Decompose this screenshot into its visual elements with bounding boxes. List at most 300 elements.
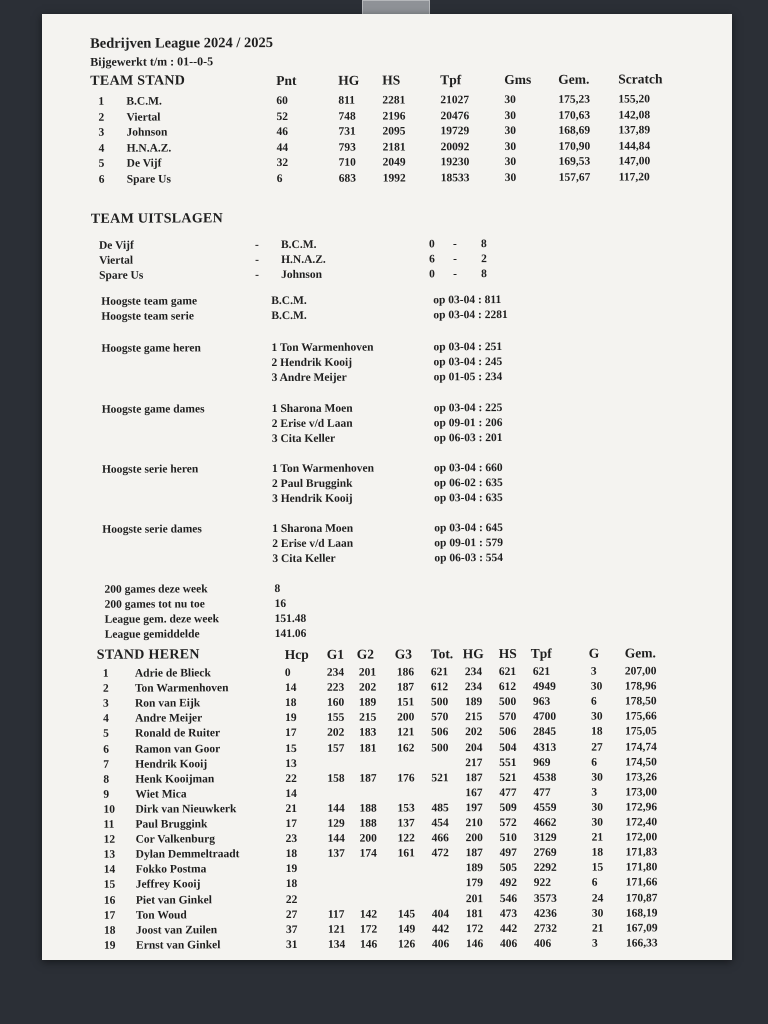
record-value: op 03-04 : 251 <box>433 341 503 354</box>
stand-heren-heading: STAND HEREN <box>96 647 200 663</box>
heren-cell: 6 <box>591 877 598 890</box>
heren-cell: 8 <box>103 773 110 786</box>
heren-cell: 454 <box>431 817 449 830</box>
result-cell: 2 <box>481 253 487 266</box>
heren-cell: 179 <box>465 877 484 890</box>
heren-cell: 153 <box>397 802 415 815</box>
heren-cell: 187 <box>465 771 483 784</box>
heren-cell: 521 <box>431 771 449 785</box>
heren-cell: 504 <box>499 741 517 754</box>
heren-cell: 174 <box>359 847 377 860</box>
heren-cell: 178,96 <box>624 680 657 693</box>
record-label: Hoogste serie heren <box>101 463 199 476</box>
heren-cell: 477 <box>533 786 551 799</box>
heren-cell: 168,19 <box>625 906 658 920</box>
team-stand-cell: 142,08 <box>618 108 651 122</box>
heren-cell: 2 <box>102 682 109 695</box>
team-stand-cell: 20092 <box>440 140 470 154</box>
heren-cell: 466 <box>431 832 449 845</box>
stat-label: 200 games tot nu toe <box>104 598 205 611</box>
heren-cell: 146 <box>360 938 378 951</box>
heren-cell: 2845 <box>533 726 557 739</box>
heren-col-3: G3 <box>394 646 413 662</box>
record-holder: B.C.M. <box>271 294 307 308</box>
team-stand-cell: 18533 <box>440 172 470 185</box>
stat-label: League gemiddelde <box>104 628 200 641</box>
result-cell: B.C.M. <box>280 238 317 251</box>
heren-cell: 4700 <box>533 711 557 724</box>
team-name: Spare Us <box>126 173 171 186</box>
heren-cell: 442 <box>499 922 518 935</box>
result-cell: - <box>453 268 457 281</box>
heren-col-4: Tot. <box>430 646 454 662</box>
team-stand-cell: 19230 <box>440 156 470 169</box>
team-stand-cell: 157,67 <box>558 171 591 184</box>
heren-cell: 201 <box>358 666 377 679</box>
player-name: Fokko Postma <box>135 863 207 876</box>
heren-cell: 2292 <box>533 862 557 875</box>
heren-cell: 21 <box>285 802 297 815</box>
heren-cell: 162 <box>397 741 415 754</box>
team-stand-cell: 30 <box>504 156 517 169</box>
team-name: Johnson <box>126 126 168 139</box>
heren-cell: 404 <box>431 907 450 920</box>
heren-cell: 188 <box>359 817 377 830</box>
heren-cell: 30 <box>591 801 603 814</box>
record-value: op 03-04 : 635 <box>434 492 503 505</box>
heren-cell: 200 <box>397 711 415 724</box>
heren-cell: 189 <box>465 862 483 875</box>
heren-cell: 19 <box>285 712 297 725</box>
player-name: Hendrik Kooij <box>135 757 208 771</box>
player-name: Henk Kooijman <box>135 772 215 786</box>
heren-cell: 473 <box>499 907 518 920</box>
heren-cell: 500 <box>431 741 449 754</box>
record-holder: 2 Paul Bruggink <box>272 477 353 491</box>
heren-cell: 570 <box>431 711 449 724</box>
heren-cell: 189 <box>464 696 483 709</box>
heren-cell: 15 <box>103 879 116 892</box>
stat-label: League gem. deze week <box>104 613 219 626</box>
heren-cell: 10 <box>103 803 115 816</box>
team-stand-cell: 30 <box>504 171 517 185</box>
team-stand-cell: 30 <box>504 125 517 138</box>
record-value: op 03-04 : 225 <box>433 402 503 415</box>
record-label: Hoogste serie dames <box>102 523 202 536</box>
heren-cell: 0 <box>284 666 291 679</box>
team-uitslagen-heading: TEAM UITSLAGEN <box>90 211 224 227</box>
heren-cell: 15 <box>591 861 604 874</box>
heren-cell: 572 <box>499 816 517 830</box>
player-name: Ton Warmenhoven <box>134 682 229 695</box>
team-stand-cell: 170,63 <box>558 109 591 122</box>
result-cell: 8 <box>481 268 487 281</box>
stat-label: 200 games deze week <box>104 583 208 596</box>
heren-cell: 201 <box>465 892 484 905</box>
team-stand-cell: 170,90 <box>558 140 591 153</box>
heren-cell: 621 <box>430 666 449 679</box>
heren-cell: 406 <box>432 938 450 951</box>
result-cell: - <box>452 238 457 251</box>
heren-cell: 505 <box>499 862 517 875</box>
player-name: Adrie de Blieck <box>134 667 211 680</box>
result-cell: - <box>255 254 259 267</box>
heren-cell: 30 <box>591 907 604 920</box>
result-cell: - <box>255 269 259 282</box>
heren-cell: 3129 <box>533 831 557 844</box>
record-value: op 09-01 : 579 <box>434 537 504 550</box>
team-stand-heading: TEAM STAND <box>90 73 186 89</box>
heren-cell: 137 <box>397 817 415 830</box>
heren-cell: 142 <box>359 908 378 921</box>
heren-cell: 570 <box>499 711 517 724</box>
heren-cell: 210 <box>465 817 483 830</box>
heren-cell: 121 <box>397 726 415 739</box>
team-stand-cell: 793 <box>338 141 356 154</box>
player-name: Ramon van Goor <box>135 742 221 756</box>
heren-cell: 13 <box>103 848 116 861</box>
team-stand-cell: 44 <box>276 141 289 154</box>
heren-cell: 4 <box>103 713 109 726</box>
heren-cell: 30 <box>591 771 603 784</box>
team-stand-cell: 731 <box>338 125 356 138</box>
heren-cell: 155 <box>327 712 345 725</box>
heren-cell: 17 <box>285 817 298 830</box>
heren-cell: 171,83 <box>625 846 658 859</box>
heren-cell: 117 <box>327 908 345 921</box>
heren-cell: 500 <box>498 696 517 709</box>
result-cell: H.N.A.Z. <box>281 253 326 267</box>
heren-cell: 217 <box>465 756 483 769</box>
heren-cell: 151 <box>396 696 415 709</box>
heren-cell: 406 <box>534 937 552 950</box>
team-stand-col-2: HS <box>382 72 401 88</box>
heren-cell: 204 <box>465 741 483 754</box>
result-cell: Spare Us <box>99 269 144 283</box>
result-cell: - <box>453 253 457 266</box>
heren-cell: 172 <box>465 922 484 935</box>
record-holder: B.C.M. <box>271 309 307 323</box>
heren-col-0: Hcp <box>284 646 309 662</box>
player-name: Wiet Mica <box>135 788 187 801</box>
heren-cell: 1 <box>102 667 109 680</box>
heren-col-5: HG <box>462 646 484 662</box>
heren-cell: 2732 <box>533 922 558 935</box>
heren-cell: 188 <box>359 802 377 815</box>
record-holder: 3 Andre Meijer <box>271 371 347 385</box>
heren-cell: 173,26 <box>625 771 657 784</box>
team-stand-cell: 168,69 <box>558 124 591 137</box>
heren-cell: 6 <box>590 695 597 708</box>
record-value: op 03-04 : 645 <box>434 522 503 535</box>
team-stand-col-1: HG <box>338 72 360 88</box>
heren-cell: 922 <box>533 877 552 890</box>
heren-cell: 160 <box>326 696 345 709</box>
record-value: op 01-05 : 234 <box>433 371 503 384</box>
team-name: B.C.M. <box>126 95 162 108</box>
heren-col-7: Tpf <box>530 645 552 661</box>
heren-col-2: G2 <box>356 646 375 662</box>
heren-cell: 181 <box>359 742 377 755</box>
record-holder: 3 Cita Keller <box>271 432 336 446</box>
document-title: Bedrijven League 2024 / 2025 <box>90 35 274 52</box>
heren-cell: 21 <box>591 831 604 844</box>
heren-col-9: Gem. <box>624 645 656 661</box>
heren-cell: 4559 <box>533 801 557 814</box>
player-name: Cor Valkenburg <box>135 833 215 846</box>
heren-cell: 546 <box>499 892 518 905</box>
heren-cell: 477 <box>499 786 517 799</box>
team-stand-cell: 1992 <box>382 172 406 185</box>
player-name: Dylan Demmeltraadt <box>135 848 240 861</box>
player-name: Piet van Ginkel <box>135 893 212 907</box>
heren-cell: 167,09 <box>625 922 658 935</box>
heren-cell: 510 <box>499 832 517 845</box>
heren-cell: 14 <box>284 682 297 695</box>
heren-cell: 17 <box>285 727 297 740</box>
result-cell: 0 <box>428 238 435 251</box>
heren-cell: 207,00 <box>624 665 657 678</box>
record-value: op 06-03 : 554 <box>434 552 504 565</box>
heren-cell: 19 <box>104 939 116 952</box>
heren-cell: 19 <box>285 863 298 876</box>
heren-cell: 22 <box>285 772 297 785</box>
heren-cell: 172,00 <box>625 831 658 844</box>
heren-cell: 6 <box>591 756 598 769</box>
heren-cell: 30 <box>591 816 604 829</box>
heren-cell: 134 <box>328 938 346 951</box>
record-holder: 3 Hendrik Kooij <box>272 492 353 506</box>
team-stand-cell: 2281 <box>382 94 406 107</box>
heren-cell: 492 <box>499 877 518 890</box>
heren-cell: 181 <box>465 907 484 920</box>
heren-cell: 202 <box>465 726 483 739</box>
heren-col-8: G <box>588 645 600 661</box>
heren-col-1: G1 <box>326 646 345 662</box>
team-name: Viertal <box>126 111 161 124</box>
heren-cell: 506 <box>431 726 449 739</box>
heren-cell: 13 <box>285 757 297 770</box>
team-stand-cell: 32 <box>276 157 289 170</box>
record-holder: 2 Erise v/d Laan <box>272 537 354 551</box>
team-stand-cell: 144,84 <box>618 140 651 153</box>
team-stand-cell: 2 <box>98 111 105 124</box>
heren-cell: 4949 <box>532 680 556 693</box>
heren-cell: 234 <box>464 666 483 679</box>
heren-cell: 175,05 <box>625 725 657 738</box>
heren-cell: 174,50 <box>625 755 657 769</box>
heren-cell: 187 <box>465 847 483 860</box>
heren-cell: 17 <box>103 909 116 922</box>
heren-cell: 197 <box>465 802 483 815</box>
team-stand-cell: 5 <box>98 158 105 171</box>
heren-cell: 18 <box>591 725 603 739</box>
heren-cell: 215 <box>359 711 377 724</box>
record-value: op 03-04 : 811 <box>433 294 502 307</box>
record-value: op 06-02 : 635 <box>434 477 503 490</box>
heren-cell: 126 <box>398 938 416 951</box>
heren-cell: 129 <box>327 817 345 830</box>
heren-cell: 31 <box>286 938 298 951</box>
heren-cell: 15 <box>285 742 297 755</box>
team-stand-col-0: Pnt <box>276 72 297 89</box>
result-cell: Johnson <box>281 269 323 282</box>
result-cell: - <box>254 239 259 252</box>
heren-cell: 4313 <box>533 741 557 754</box>
heren-cell: 215 <box>465 711 483 724</box>
heren-cell: 172 <box>359 923 378 936</box>
player-name: Ron van Eijk <box>134 697 201 710</box>
record-label: Hoogste team serie <box>101 310 194 323</box>
team-stand-cell: 4 <box>98 142 105 155</box>
record-label: Hoogste team game <box>101 295 198 308</box>
team-stand-cell: 2095 <box>382 125 406 138</box>
heren-cell: 178,50 <box>624 695 657 708</box>
team-stand-cell: 137,89 <box>618 124 651 137</box>
result-cell: 6 <box>429 253 435 266</box>
heren-cell: 12 <box>103 833 116 846</box>
result-cell: Viertal <box>99 254 134 267</box>
heren-cell: 612 <box>498 681 517 694</box>
heren-cell: 9 <box>103 788 110 801</box>
heren-cell: 171,66 <box>625 876 658 889</box>
heren-cell: 183 <box>359 726 377 740</box>
heren-cell: 509 <box>499 801 517 814</box>
player-name: Paul Bruggink <box>135 818 208 831</box>
heren-cell: 4662 <box>533 816 557 829</box>
record-holder: 2 Erise v/d Laan <box>271 417 353 431</box>
stat-value: 16 <box>274 597 287 611</box>
heren-cell: 122 <box>397 832 415 845</box>
heren-cell: 37 <box>285 923 298 936</box>
heren-cell: 485 <box>431 802 449 815</box>
heren-cell: 161 <box>397 847 415 860</box>
record-value: op 03-04 : 2281 <box>433 308 508 322</box>
heren-cell: 202 <box>358 681 377 694</box>
record-value: op 03-04 : 660 <box>433 462 503 475</box>
heren-cell: 170,87 <box>625 891 658 904</box>
team-stand-cell: 6 <box>276 172 283 186</box>
heren-cell: 21 <box>591 922 604 935</box>
heren-cell: 3 <box>592 937 598 950</box>
team-stand-cell: 1 <box>98 95 105 108</box>
record-holder: 1 Ton Warmenhoven <box>271 462 375 476</box>
team-stand-col-5: Gem. <box>558 71 590 87</box>
team-stand-cell: 811 <box>338 94 356 107</box>
team-stand-cell: 169,53 <box>558 156 591 169</box>
heren-cell: 157 <box>327 742 345 755</box>
heren-cell: 146 <box>466 937 484 950</box>
record-holder: 1 Sharona Moen <box>271 402 353 416</box>
heren-cell: 472 <box>431 847 449 860</box>
team-stand-cell: 30 <box>504 109 516 122</box>
heren-cell: 18 <box>285 878 298 891</box>
heren-cell: 27 <box>591 741 603 754</box>
team-stand-cell: 46 <box>276 126 289 139</box>
team-stand-cell: 2049 <box>382 156 406 169</box>
heren-cell: 963 <box>532 696 551 709</box>
heren-cell: 506 <box>499 726 517 739</box>
record-holder: 1 Sharona Moen <box>272 522 354 536</box>
heren-cell: 174,74 <box>625 740 657 753</box>
heren-cell: 172,96 <box>625 801 658 814</box>
heren-cell: 166,33 <box>626 937 658 950</box>
team-stand-cell: 30 <box>504 93 516 107</box>
heren-cell: 30 <box>590 680 603 693</box>
record-value: op 03-04 : 245 <box>433 356 503 369</box>
team-stand-cell: 52 <box>276 110 288 123</box>
stat-value: 141.06 <box>274 627 307 641</box>
heren-cell: 173,00 <box>625 786 658 799</box>
heren-cell: 176 <box>397 772 415 785</box>
record-holder: 1 Ton Warmenhoven <box>271 341 374 355</box>
heren-cell: 7 <box>103 758 110 771</box>
team-name: H.N.A.Z. <box>126 142 172 155</box>
team-stand-cell: 683 <box>338 172 356 185</box>
heren-cell: 189 <box>358 696 377 709</box>
heren-cell: 121 <box>327 923 346 936</box>
heren-cell: 18 <box>285 848 298 861</box>
heren-cell: 621 <box>498 665 517 679</box>
update-date: Bijgewerkt t/m : 01--0-5 <box>90 54 214 69</box>
record-holder: 2 Hendrik Kooij <box>271 356 353 370</box>
heren-cell: 14 <box>285 787 297 800</box>
heren-cell: 500 <box>430 696 449 709</box>
heren-cell: 23 <box>285 833 298 846</box>
heren-cell: 3 <box>102 697 109 710</box>
heren-cell: 3 <box>591 786 598 799</box>
heren-cell: 144 <box>327 832 345 845</box>
result-cell: 8 <box>480 238 487 251</box>
record-label: Hoogste game heren <box>101 342 201 355</box>
stat-value: 151.48 <box>274 612 307 626</box>
heren-cell: 172,40 <box>625 816 658 829</box>
team-stand-cell: 20476 <box>440 109 470 122</box>
heren-cell: 521 <box>499 771 517 784</box>
heren-cell: 18 <box>103 924 116 937</box>
team-stand-cell: 30 <box>504 140 517 153</box>
heren-cell: 551 <box>499 756 517 769</box>
heren-cell: 18 <box>591 846 604 859</box>
heren-cell: 612 <box>430 681 449 694</box>
result-cell: De Vijf <box>98 239 134 252</box>
player-name: Andre Meijer <box>135 712 203 725</box>
heren-cell: 145 <box>397 908 416 921</box>
heren-cell: 158 <box>327 772 345 785</box>
result-cell: 0 <box>429 268 435 281</box>
heren-cell: 497 <box>499 847 517 860</box>
heren-cell: 16 <box>103 894 116 907</box>
heren-cell: 200 <box>465 832 483 845</box>
team-stand-col-6: Scratch <box>618 71 663 87</box>
heren-cell: 4236 <box>533 907 557 920</box>
team-name: De Vijf <box>126 157 162 171</box>
heren-cell: 406 <box>500 937 518 950</box>
heren-cell: 14 <box>103 864 116 877</box>
heren-cell: 18 <box>284 697 297 710</box>
heren-cell: 3573 <box>533 892 557 905</box>
team-stand-cell: 175,23 <box>558 93 591 106</box>
team-stand-cell: 117,20 <box>618 171 650 184</box>
player-name: Ton Woud <box>135 908 187 922</box>
team-stand-cell: 155,20 <box>618 93 651 106</box>
heren-cell: 234 <box>464 681 483 694</box>
heren-cell: 27 <box>285 908 298 921</box>
team-stand-col-3: Tpf <box>440 72 462 88</box>
team-stand-cell: 748 <box>338 110 356 123</box>
player-name: Jeffrey Kooij <box>135 878 201 892</box>
heren-cell: 187 <box>396 681 415 694</box>
